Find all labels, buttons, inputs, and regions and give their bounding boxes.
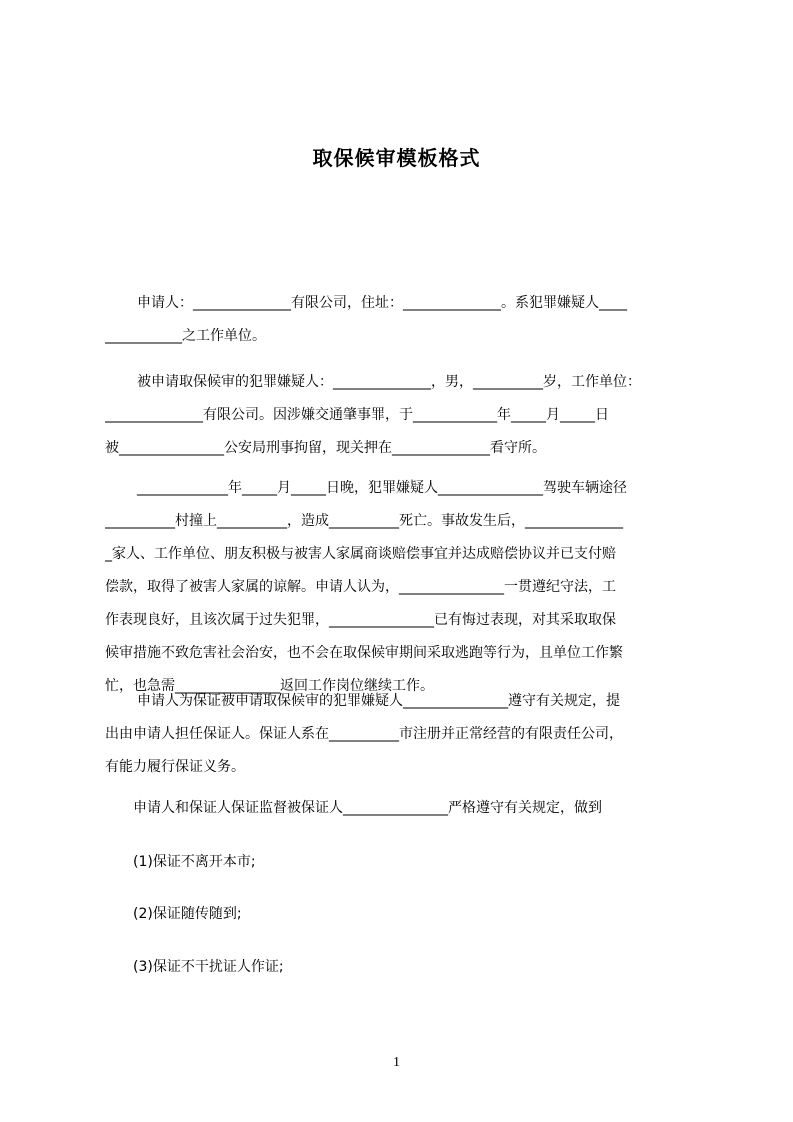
text-line: 申请人和保证人保证监督被保证人_______________严格遵守有关规定，做到 xyxy=(133,800,602,816)
text-line: _家人、工作单位、朋友积极与被害人家属商谈赔偿事宜并达成赔偿协议并已支付赔 xyxy=(105,546,616,562)
list-item xyxy=(105,951,695,984)
paragraph-suspect xyxy=(105,366,695,465)
text-line: 申请人为保证被申请取保候审的犯罪嫌疑人_______________遵守有关规定，提 xyxy=(137,693,620,709)
document-title: 取保候审模板格式 xyxy=(312,146,481,170)
text-line: 候审措施不致危害社会治安，也不会在取保候审期间采取逃跑等行为，且单位工作繁 xyxy=(105,645,623,661)
text-line: 被_______________公安局刑事拘留，现关押在______________看守所。 xyxy=(105,440,546,456)
text-line: __________村撞上__________，造成__________死亡。事故发生后，______________ xyxy=(105,513,623,529)
paragraph-guarantee xyxy=(105,685,695,784)
text-line: 有能力履行保证义务。 xyxy=(105,759,245,775)
text-line: 作表现良好，且该次属于过失犯罪，_______________已有悔过表现，对其采取取保 xyxy=(105,612,616,628)
text-line: 申请人：______________有限公司，住址：______________。系犯罪嫌疑人____ xyxy=(137,295,627,311)
list-item-text: (2)保证随传随到; xyxy=(133,906,242,922)
list-item-text: (3)保证不干扰证人作证; xyxy=(133,959,284,975)
text-line: ___________之工作单位。 xyxy=(105,328,266,344)
paragraph-applicant xyxy=(105,287,695,353)
text-line: _____________年_____月_____日晚，犯罪嫌疑人_______________驾驶车辆途径 xyxy=(137,480,627,496)
list-item xyxy=(105,898,695,931)
paragraph-supervise xyxy=(105,792,695,825)
list-item-text: (1)保证不离开本市; xyxy=(133,854,256,870)
text-line: ______________有限公司。因涉嫌交通肇事罪，于____________年_____月_____日 xyxy=(105,407,609,423)
text-line: 忙，也急需_______________返回工作岗位继续工作。 xyxy=(105,678,434,694)
list-item xyxy=(105,846,695,879)
text-line: 被申请取保候审的犯罪嫌疑人：______________，男，__________岁，工作单位： xyxy=(137,374,641,390)
text-line: 出由申请人担任保证人。保证人系在__________市注册并正常经营的有限责任公司， xyxy=(105,726,623,742)
paragraph-incident xyxy=(105,472,695,703)
text-line: 偿款，取得了被害人家属的谅解。申请人认为，_______________一贯遵纪守法，工 xyxy=(105,579,616,595)
page-number: 1 xyxy=(393,1055,400,1070)
